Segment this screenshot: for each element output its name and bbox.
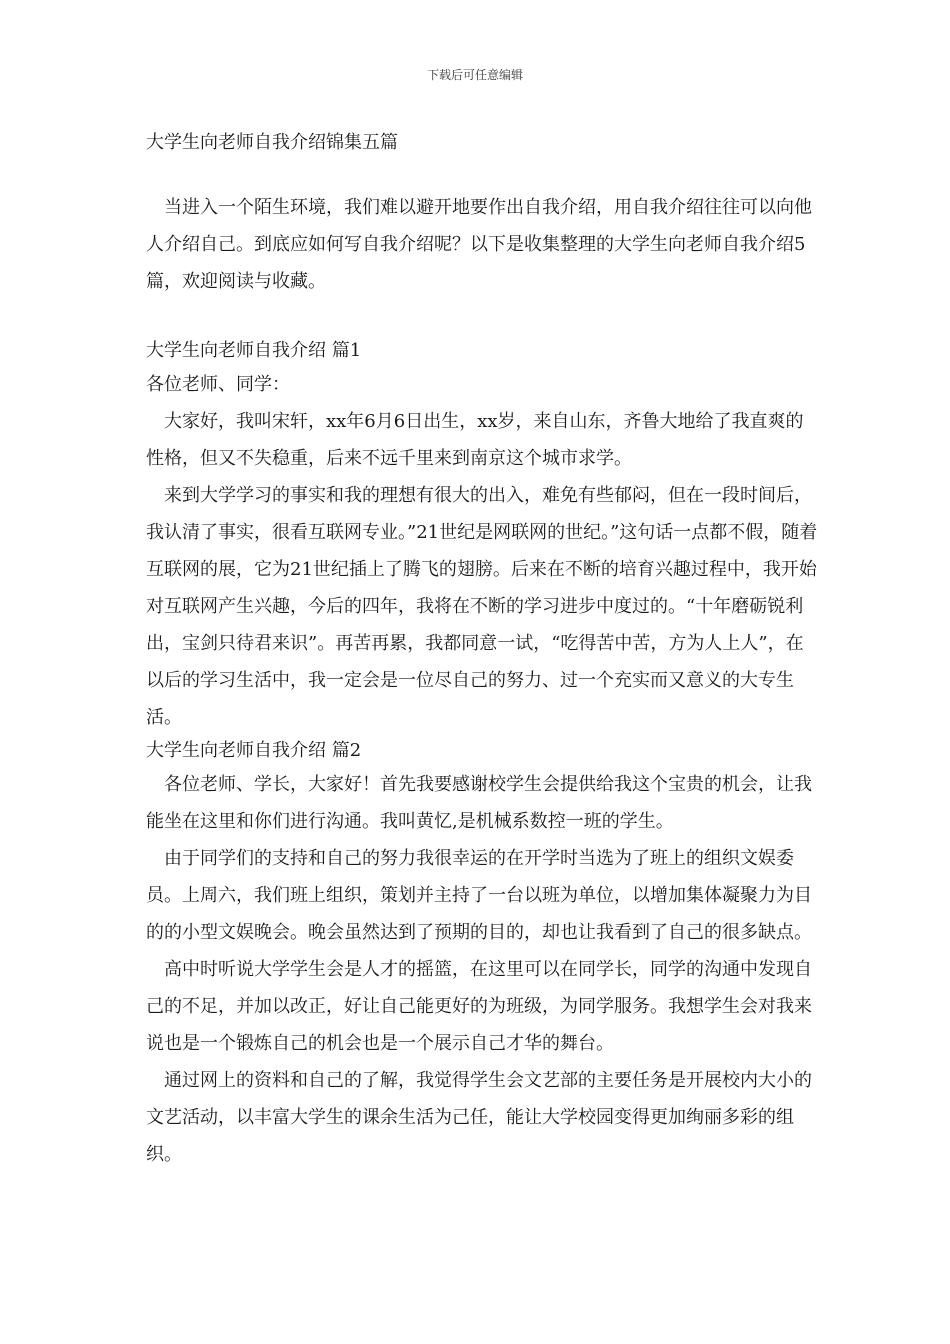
section-1-paragraph: 来到大学学习的事实和我的理想有很大的出入，难免有些郁闷，但在一段时间后，我认清了事实，很看互联网专业。”21世纪是网联网的世纪。”这句话一点都不假，随着互联网的展，它为21世纪插上了腾飞的翅膀。后来在不断的培育兴趣过程中，我开始对互联网产生兴趣，今后的四年，我将在不断的学习进步中度过的。“十年磨砺锐利出，宝剑只待君来识”。再苦再累，我都同意一试，“吃得苦中苦，方为人上人”，在以后的学习生活中，我一定会是一位尽自己的努力、过一个充实而又意义的大专生活。: [146, 485, 818, 728]
intro-block: [146, 189, 820, 300]
section-2-paragraph: 通过网上的资料和自己的了解，我觉得学生会文艺部的主要任务是开展校内大小的文艺活动，以丰富大学生的课余生活为己任，能让大学校园变得更加绚丽多彩的组织。: [146, 1070, 812, 1165]
section-2-paragraph: 由于同学们的支持和自己的努力我很幸运的在开学时当选为了班上的组织文娱委员。上周六，我们班上组织，策划并主持了一台以班为单位，以增加集体凝聚力为目的的小型文娱晚会。晚会虽然达到了预期的目的，却也让我看到了自己的很多缺点。: [146, 848, 812, 943]
section-1-heading: 大学生向老师自我介绍 篇1: [146, 340, 362, 361]
section-2-paragraph: 高中时听说大学学生会是人才的摇篮，在这里可以在同学长，同学的沟通中发现自己的不足，并加以改正，好让自己能更好的为班级，为同学服务。我想学生会对我来说也是一个锻炼自己的机会也是一个展示自己才华的舞台。: [146, 959, 812, 1054]
section-2-paragraph: 各位老师、学长，大家好！首先我要感谢校学生会提供给我这个宝贵的机会，让我能坐在这里和你们进行沟通。我叫黄忆,是机械系数控一班的学生。: [146, 774, 812, 832]
header-note: 下载后可任意编辑: [426, 68, 523, 82]
document-title: 大学生向老师自我介绍锦集五篇: [146, 132, 398, 153]
section-2-heading: 大学生向老师自我介绍 篇2: [146, 740, 362, 761]
intro-paragraph: 当进入一个陌生环境，我们难以避开地要作出自我介绍，用自我介绍往往可以向他人介绍自己。到底应如何写自我介绍呢？以下是收集整理的大学生向老师自我介绍5篇，欢迎阅读与收藏。: [146, 197, 812, 292]
section-1-greeting: 各位老师、同学：: [146, 374, 290, 395]
section-1: [146, 336, 820, 1173]
section-2: [146, 736, 820, 1173]
section-1-paragraph: 大家好，我叫宋轩，xx年6月6日出生，xx岁，来自山东，齐鲁大地给了我直爽的性格，但又不失稳重，后来不远千里来到南京这个城市求学。: [146, 411, 804, 469]
